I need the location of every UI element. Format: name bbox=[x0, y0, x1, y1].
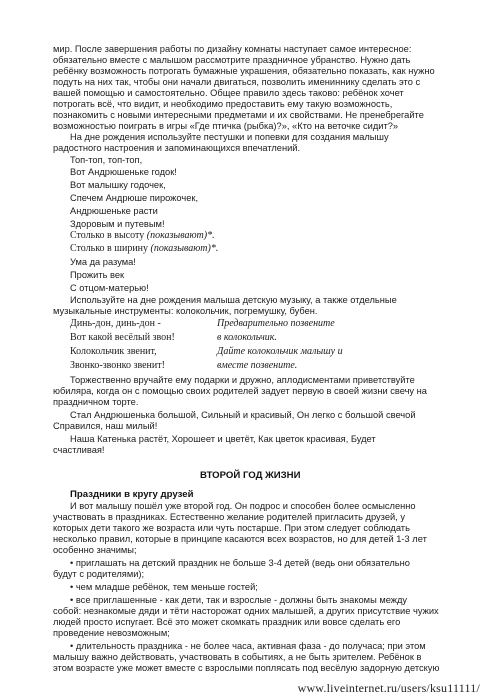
text-line: малышу важно действовать, участвовать в событиях, а не быть зрителем. Ребёнок в bbox=[53, 652, 422, 662]
poem-line: Ума да разума! bbox=[70, 257, 136, 267]
text-line: будут с родителями); bbox=[53, 569, 145, 579]
text-line: радостного настроения и запоминающихся впечатлений. bbox=[53, 143, 301, 153]
poem-line bbox=[70, 231, 494, 242]
text-line: ребёнку возможность потрогать бумажные украшения, обязательно показать, как нужно bbox=[53, 66, 435, 76]
rhyme-note: Предварительно позвените bbox=[217, 318, 335, 329]
poem-line: Спечем Андрюше пирожочек, bbox=[70, 193, 199, 203]
text-line: проведение невозможным; bbox=[53, 628, 170, 638]
text-line: Справился, наш милый! bbox=[53, 421, 158, 431]
text-line: вашей помощью и самостоятельно. Общее правило здесь таково: ребёнок хочет bbox=[53, 88, 404, 98]
poem-line: Топ-топ, топ-топ, bbox=[70, 155, 143, 165]
text-line: мир. После завершения работы по дизайну комнаты наступает самое интересное: bbox=[53, 44, 412, 54]
text-line: которых дети такого же возраста или чуть постарше. При этом следует соблюдать bbox=[53, 523, 410, 533]
text-line: Используйте на дне рождения малыша детскую музыку, а также отдельные bbox=[70, 295, 397, 305]
text-line: особенно значимы; bbox=[53, 545, 137, 555]
list-item: • приглашать на детский праздник не больше 3-4 детей (ведь они обязательно bbox=[70, 558, 410, 568]
rhyme-line: Звонко-звонко звенит! bbox=[70, 360, 165, 371]
text-line: участвовать в праздниках. Естественно желание родителей пригласить друзей, у bbox=[53, 512, 406, 522]
text-line: подуть на них так, чтобы они начали двигаться, позволить имениннику сделать это с bbox=[53, 77, 421, 87]
text-line: несколько правил, которые в принципе касаются всех возрастов, но для детей 1-3 лет bbox=[53, 534, 427, 544]
text-line: потрогать всё, что видит, и необходимо предоставить ему такую возможность, bbox=[53, 99, 393, 109]
poem-line: Прожить век bbox=[70, 270, 125, 280]
text-line: Стал Андрюшенька большой, Сильный и красивый, Он легко с большой свечой bbox=[70, 410, 416, 420]
rhyme-line: Колокольчик звенит, bbox=[70, 346, 157, 357]
text-line: Торжественно вручайте ему подарки и дружно, аплодисментами приветствуйте bbox=[70, 375, 415, 385]
section-title: ВТОРОЙ ГОД ЖИЗНИ bbox=[200, 470, 301, 481]
text-line: музыкальные инструменты: колокольчик, погремушку, бубен. bbox=[53, 306, 318, 316]
rhyme-note: в колокольчик. bbox=[217, 332, 277, 343]
text-line: счастливая! bbox=[53, 445, 105, 455]
text-line: возможностью поиграть в игры «Где птичка (рыбка)?», «Кто на веточке сидит?» bbox=[53, 121, 399, 131]
poem-line: Здоровым и путевым! bbox=[70, 219, 165, 229]
text-line: собой: незнакомые дяди и тёти насторожат одних малышей, а других присутствие чужих bbox=[53, 606, 439, 616]
text-line: этом возрасте уже может вместе с взрослыми поплясать под весёлую задорную детскую bbox=[53, 663, 440, 673]
poem-note: (показывают)*. bbox=[150, 243, 219, 254]
poem-line: С отцом-матерью! bbox=[70, 283, 149, 293]
poem-note: (показывают)*. bbox=[146, 230, 215, 241]
text-line: юбиляра, когда он с помощью своих родителей задует первую в своей жизни свечу на bbox=[53, 386, 427, 396]
text-line: праздничном торте. bbox=[53, 397, 139, 407]
list-item: • длительность праздника - не более часа, активная фаза - до получаса; при этом bbox=[70, 641, 426, 651]
poem-line bbox=[70, 244, 494, 255]
list-item: • чем младше ребёнок, тем меньше гостей; bbox=[70, 582, 258, 592]
list-item: • все приглашенные - как дети, так и взрослые - должны быть знакомы между bbox=[70, 595, 408, 605]
poem-line: Андрюшеньке расти bbox=[70, 206, 158, 216]
poem-text: Столько в ширину bbox=[70, 243, 151, 254]
rhyme-note: Дайте колокольчик малышу и bbox=[217, 346, 343, 357]
text-line: Наша Катенька растёт, Хорошеет и цветёт, Как цветок красивая, Будет bbox=[70, 434, 376, 444]
rhyme-line: Вот какой весёлый звон! bbox=[70, 332, 175, 343]
poem-line: Вот малышку годочек, bbox=[70, 180, 166, 190]
text-line: людей просто испугает. Всё это может скомкать праздник или вовсе сделать его bbox=[53, 617, 401, 627]
text-line: познакомить с новыми интересными предметами и их свойствами. Не пренебрегайте bbox=[53, 110, 424, 120]
text-line: И вот малышу пошёл уже второй год. Он подрос и способен более осмысленно bbox=[70, 501, 416, 511]
poem-text: Столько в высоту bbox=[70, 230, 147, 241]
subsection-title: Праздники в кругу друзей bbox=[70, 489, 194, 500]
watermark-url: www.liveinternet.ru/users/ksu11111/ bbox=[297, 681, 480, 695]
text-line: На дне рождения используйте пестушки и попевки для создания малышу bbox=[70, 132, 389, 142]
poem-line: Вот Андрюшеньке годок! bbox=[70, 167, 177, 177]
rhyme-note: вместе позвените. bbox=[217, 360, 298, 371]
rhyme-line: Динь-дон, динь-дон - bbox=[70, 318, 161, 329]
text-line: обязательно вместе с малышом рассмотрите праздничное убранство. Нужно дать bbox=[53, 55, 411, 65]
